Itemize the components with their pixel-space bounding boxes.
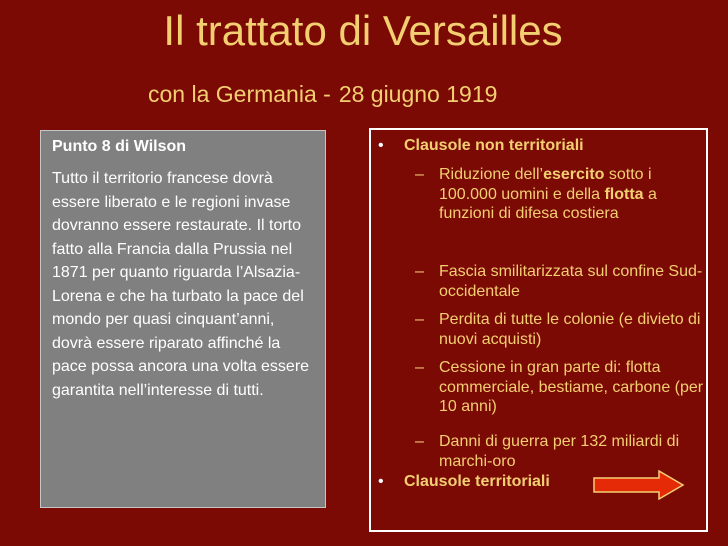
wilson-point-title: Punto 8 di Wilson [52,138,187,155]
subtitle-date: 28 giugno 1919 [338,81,498,107]
dash-marker: – [415,166,424,183]
clause-demilitarized-zone-text: Fascia smilitarizzata sul confine Sud-occidentale [439,263,703,300]
dash-marker: – [415,359,424,376]
clause-text-part: sotto i 100.000 uomini e della [439,166,652,203]
bullet-territorial-label[interactable]: Clausole territoriali [404,473,550,490]
clause-demilitarized-zone [415,262,705,301]
clause-keyword-fleet: flotta [604,185,644,203]
dash-marker: – [415,433,424,450]
wilson-point-text: Tutto il territorio francese dovrà essere liberato e le regioni invase dovranno essere restaurate. Il torto fatto alla Francia dalla Prussia nel 1871 per quanto riguarda l’Alsazia-Lorena e che ha turbato la pace del mondo per quasi cinquant’anni, dovrà essere riparato affinché la pace possa ancora una volta essere garantita nell’interesse di tutti. [52,170,310,399]
bullet-marker: • [378,473,384,490]
wilson-point-box [40,130,326,508]
subtitle-main: con la Germania - [148,81,331,107]
bullet-non-territorial-label: Clausole non territoriali [404,137,584,154]
clause-keyword-army: esercito [543,166,605,183]
clause-army-reduction [415,165,705,224]
clause-war-reparations-text: Danni di guerra per 132 miliardi di marchi-oro [439,433,680,470]
clause-assets-cession-text: Cessione in gran parte di: flotta commerciale, bestiame, carbone (per 10 anni) [439,359,704,415]
bullet-marker: • [378,137,384,154]
clause-text-part: Riduzione dell’ [439,166,544,183]
right-arrow-shape[interactable] [594,471,683,499]
slide-title: Il trattato di Versailles [163,7,563,54]
clause-colonies-loss-text: Perdita di tutte le colonie (e divieto di nuovi acquisti) [439,311,701,348]
dash-marker: – [415,311,424,328]
clause-colonies-loss [415,310,705,349]
dash-marker: – [415,263,424,280]
clause-assets-cession [415,358,705,417]
clause-war-reparations [415,432,705,471]
clause-army-reduction-text [439,165,705,224]
right-arrow-icon[interactable] [593,470,685,500]
clause-text-part: a funzioni di difesa costiera [439,185,657,222]
slide-subtitle [148,80,497,108]
